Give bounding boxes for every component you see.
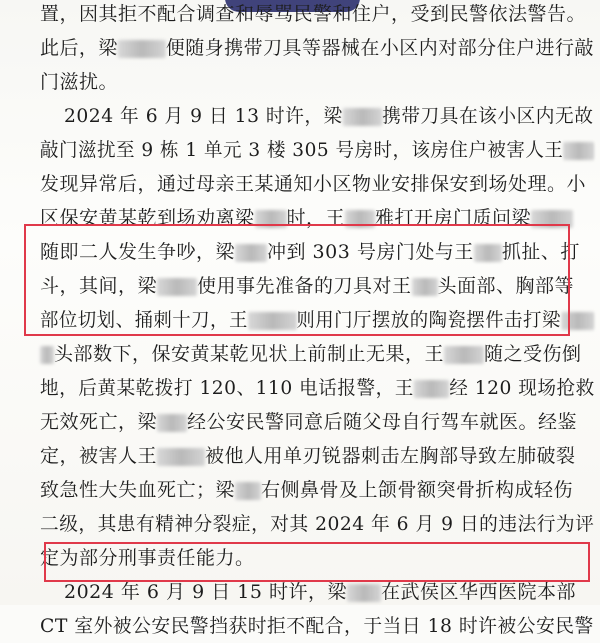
text-segment: 无效死亡，梁: [40, 411, 158, 433]
text-segment: 雅打开房门质问梁: [375, 207, 532, 229]
text-segment: 抓扯、打: [501, 241, 580, 263]
text-segment: 置，因其拒不配合调查和辱骂民警和住户，受到民警依法警告。: [40, 3, 587, 25]
text-line-18: [64, 575, 576, 609]
text-segment: 时，王: [286, 207, 346, 229]
text-segment: 二级，其患有精神分裂症，对其 2024 年 6 月 9 日的违法行为评: [40, 513, 595, 535]
text-segment: 携带刀具在该小区内无故: [382, 105, 594, 127]
text-segment: 经公安民警同意后随父母自行驾车就医。经鉴: [187, 411, 578, 433]
text-line-16: [40, 507, 594, 541]
text-segment: 定，被害人王: [40, 445, 158, 467]
redacted-name: [343, 108, 382, 126]
text-segment: 敲门滋扰至 9 栋 1 单元 3 楼 305 号房时，该房住户被害人王: [40, 139, 564, 161]
text-segment: 斗，其间，梁: [40, 275, 158, 297]
text-segment: 随即二人发生争吵，梁: [40, 241, 236, 263]
text-segment: 使用事先准备的刀具对王: [197, 275, 412, 297]
redacted-name: [444, 346, 484, 364]
text-line-6: [40, 167, 586, 201]
text-segment: 经 120 现场抢救: [449, 377, 595, 399]
redacted-name: [157, 448, 205, 466]
text-line-15: [40, 473, 573, 507]
redacted-name: [347, 584, 381, 602]
text-segment: 头部数下，保安黄某乾见状上前制止无果，王: [54, 343, 445, 365]
text-segment: 便随身携带刀具等器械在小区内对部分住户进行敲: [165, 37, 594, 59]
text-line-1: [40, 0, 586, 31]
text-line-17: [40, 541, 255, 575]
text-segment: 右侧鼻骨及上颌骨额突骨折构成轻伤: [261, 479, 574, 501]
text-segment: 冲到 303 号房门处与王: [267, 241, 474, 263]
text-segment: 则用门厅摆放的陶瓷摆件击打梁: [296, 309, 561, 331]
text-segment: 门滋扰。: [40, 71, 119, 93]
redacted-name: [412, 278, 438, 296]
text-line-3: [40, 65, 118, 99]
redacted-name: [474, 244, 502, 262]
redacted-name: [235, 244, 267, 262]
text-line-13: [40, 405, 577, 439]
text-line-7: [40, 201, 573, 235]
text-segment: 头面部、胸部等: [437, 275, 575, 297]
text-segment: 在武侯区华西医院本部: [380, 581, 576, 603]
text-segment: 被他人用单刃锐器刺击左胸部导致左肺破裂: [205, 445, 576, 467]
text-segment: 地，后黄某乾拨打 120、110 电话报警，王: [40, 377, 414, 399]
redacted-name: [157, 414, 187, 432]
redacted-name: [345, 210, 375, 228]
text-line-11: [40, 337, 582, 371]
text-line-10: [40, 303, 594, 337]
redacted-name: [255, 210, 287, 228]
text-segment: 定为部分刑事责任能力。: [40, 547, 255, 569]
text-line-2: [40, 31, 594, 65]
text-segment: 区保安黄某乾到场劝离梁: [40, 207, 255, 229]
redacted-name: [563, 142, 594, 160]
text-line-14: [40, 439, 576, 473]
text-segment: 2024 年 6 月 9 日 15 时许，梁: [64, 581, 347, 603]
text-line-8: [40, 235, 580, 269]
text-segment: 发现异常后，通过母亲王某通知小区物业安排保安到场处理。小: [40, 173, 587, 195]
text-segment: 致急性大失血死亡；梁: [40, 479, 236, 501]
redacted-name: [248, 312, 296, 330]
text-segment: CT 室外被公安民警挡获时拒不配合，于当日 18 时许被公安民警: [40, 615, 594, 637]
text-line-4: [64, 99, 593, 133]
redacted-name: [561, 312, 594, 330]
text-segment: 此后，梁: [40, 37, 118, 59]
redacted-name: [414, 380, 449, 398]
text-segment: 随之受伤倒: [484, 343, 582, 365]
redacted-name: [157, 278, 197, 296]
redacted-name: [118, 40, 166, 58]
redacted-name: [40, 346, 54, 364]
redacted-name: [235, 482, 261, 500]
text-segment: 部位切划、捅刺十刀，王: [40, 309, 248, 331]
text-line-12: [40, 371, 595, 405]
text-line-19: [40, 609, 594, 643]
text-line-9: [40, 269, 574, 303]
redacted-name: [531, 210, 573, 228]
text-line-5: [40, 133, 595, 167]
text-segment: 2024 年 6 月 9 日 13 时许，梁: [64, 105, 343, 127]
